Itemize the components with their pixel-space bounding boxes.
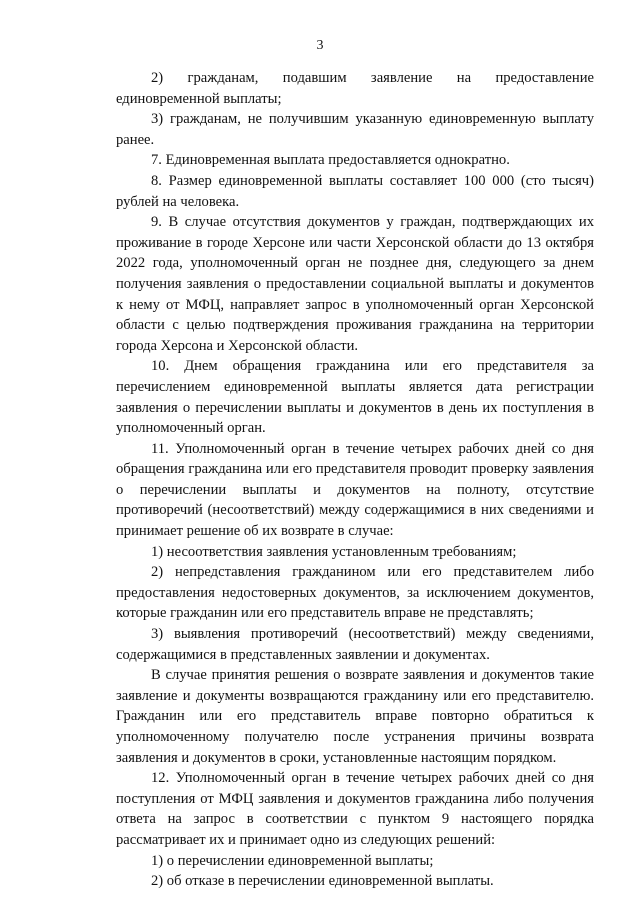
paragraph: 1) несоответствия заявления установленным требованиям;	[151, 543, 517, 560]
paragraph: 9. В случае отсутствия документов у граждан, подтверждающих их проживание в городе Херсоне или части Херсонской области до 13 октября 2022 года, уполномоченный орган не позднее дня, следующего за днем получения заявления о предоставлении социальной выплаты и документов к нему от МФЦ, направляет запрос в уполномоченный орган Херсонской области с целью подтверждения проживания гражданина на территории города Херсона и Херсонской области.	[116, 214, 594, 354]
paragraph: В случае принятия решения о возврате заявления и документов такие заявление и документы возвращаются гражданину или его представителю. Гражданин или его представитель вправе повторно обратиться к уполномоченному получателю после устранения причины возврата заявления и документов в сроки, установленные настоящим порядком.	[116, 667, 594, 766]
paragraph: 8. Размер единовременной выплаты составляет 100 000 (сто тысяч) рублей на человека.	[116, 172, 594, 210]
paragraph: 11. Уполномоченный орган в течение четырех рабочих дней со дня обращения гражданина или его представителя проводит проверку заявления о перечислении выплаты и документов на полноту, отсутствие противоречий (несоответствий) между содержащимися в них сведениями и принимает решение об их возврате в случае:	[116, 440, 594, 540]
paragraph: 3) гражданам, не получившим указанную единовременную выплату ранее.	[116, 111, 594, 148]
document-body	[116, 68, 594, 892]
paragraph: 7. Единовременная выплата предоставляется однократно.	[151, 152, 510, 169]
paragraph: 2) непредставления гражданином или его представителем либо предоставления недостоверных документов, за исключением документов, которые гражданин или его представитель вправе не представлять;	[116, 564, 594, 622]
page-number: 3	[316, 38, 324, 53]
paragraph: 2) гражданам, подавшим заявление на предоставление единовременной выплаты;	[116, 70, 594, 107]
paragraph: 1) о перечислении единовременной выплаты;	[151, 852, 434, 869]
paragraph: 3) выявления противоречий (несоответствий) между сведениями, содержащимися в представленных заявлении и документах.	[116, 626, 594, 663]
paragraph: 10. Днем обращения гражданина или его представителя за перечислением единовременной выплаты является дата регистрации заявления о перечислении выплаты и документов в день их поступления в уполномоченный орган.	[116, 358, 594, 437]
paragraph: 12. Уполномоченный орган в течение четырех рабочих дней со дня поступления от МФЦ заявления и документов гражданина либо получения ответа на запрос в соответствии с пунктом 9 настоящего порядка рассматривает их и принимает одно из следующих решений:	[116, 770, 594, 848]
paragraph: 2) об отказе в перечислении единовременной выплаты.	[151, 873, 494, 890]
